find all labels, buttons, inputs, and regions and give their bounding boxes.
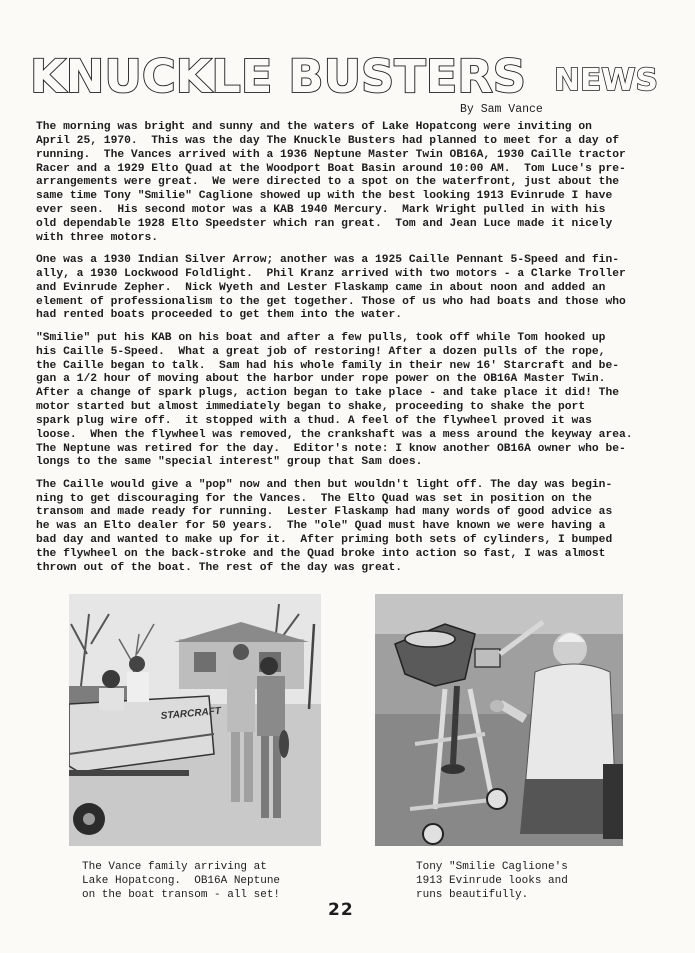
masthead [30,52,670,102]
photo-evinrude-motor [375,594,623,846]
article-paragraph: One was a 1930 Indian Silver Arrow; another was a 1925 Caille Pennant 5-Speed and fin- ally, a 1930 Lockwood Foldlight. Phil Kranz arrived with two motors - a Clarke Troller and Evinrude Zepher. Nick Wyeth and Lester Flaskamp came in about noon and added an element of professionalism to the get together. Those of us who had boats and those who had rented boats proceeded to get them into the water. [36,254,626,322]
boat-lettering: STARCRAFT [160,705,222,722]
article-paragraph: The Caille would give a "pop" now and then but wouldn't light off. The day was begin- ning to get discouraging for the Vances. The Elto Quad was set in position on the transom and made ready for running. Lester Flaskamp had many words of good advice as he was an Elto dealer for 50 years. The "ole" Quad must have known we were having a bad day and wanted to make up for it. After priming both sets of cylinders, I bumped the flywheel on the back-stroke and the Quad broke into action so fast, I was almost thrown out of the boat. The rest of the day was great. [36,478,613,574]
photo-vance-family [69,594,321,846]
article-paragraph: "Smilie" put his KAB on his boat and after a few pulls, took off while Tom hooked up his Caille 5-Speed. What a great job of restoring! After a dozen pulls of the rope, the Caille began to talk. Sam had his whole family in their new 16' Starcraft and be- gan a 1/2 hour of moving about the harbor under rope power on the OB16A Master Twin. After a change of spark plugs, action began to take place - and take place it did! The motor started but almost immediately began to shake, proceeding to shake the port spark plug wire off. it stopped with a thud. A feel of the flywheel proved it was loose. When the flywheel was removed, the crankshaft was a mess around the keyway area. The Neptune was retired for the day. Editor's note: I know another OB16A owner who be- longs to the same "special interest" group that Sam does. [36,331,633,469]
caption-vance-family: The Vance family arriving at Lake Hopatcong. OB16A Neptune on the boat transom - all set! [82,861,281,902]
byline: By Sam Vance [460,103,543,116]
article-body [36,121,688,584]
article-paragraph: The morning was bright and sunny and the waters of Lake Hopatcong were inviting on April 25, 1970. This was the day The Knuckle Busters had planned to meet for a day of running. The Vances arrived with a 1936 Neptune Master Twin OB16A, 1930 Caille tractor Racer and a 1929 Elto Quad at the Woodport Boat Basin around 10:00 AM. Tom Luce's pre- arrangements were great. We were directed to a spot on the waterfront, just about the same time Tony "Smilie" Caglione showed up with the best looking 1913 Evinrude I have ever seen. His second motor was a KAB 1940 Mercury. Mark Wright pulled in with his old dependable 1928 Elto Speedster which ran great. Tom and Jean Luce made it nicely with three motors. [36,121,626,244]
masthead-title: KNUCKLE BUSTERS [30,52,526,102]
masthead-news: NEWS [554,63,658,98]
page-number: 22 [328,900,354,920]
caption-evinrude: Tony "Smilie Caglione's 1913 Evinrude looks and runs beautifully. [416,861,568,902]
